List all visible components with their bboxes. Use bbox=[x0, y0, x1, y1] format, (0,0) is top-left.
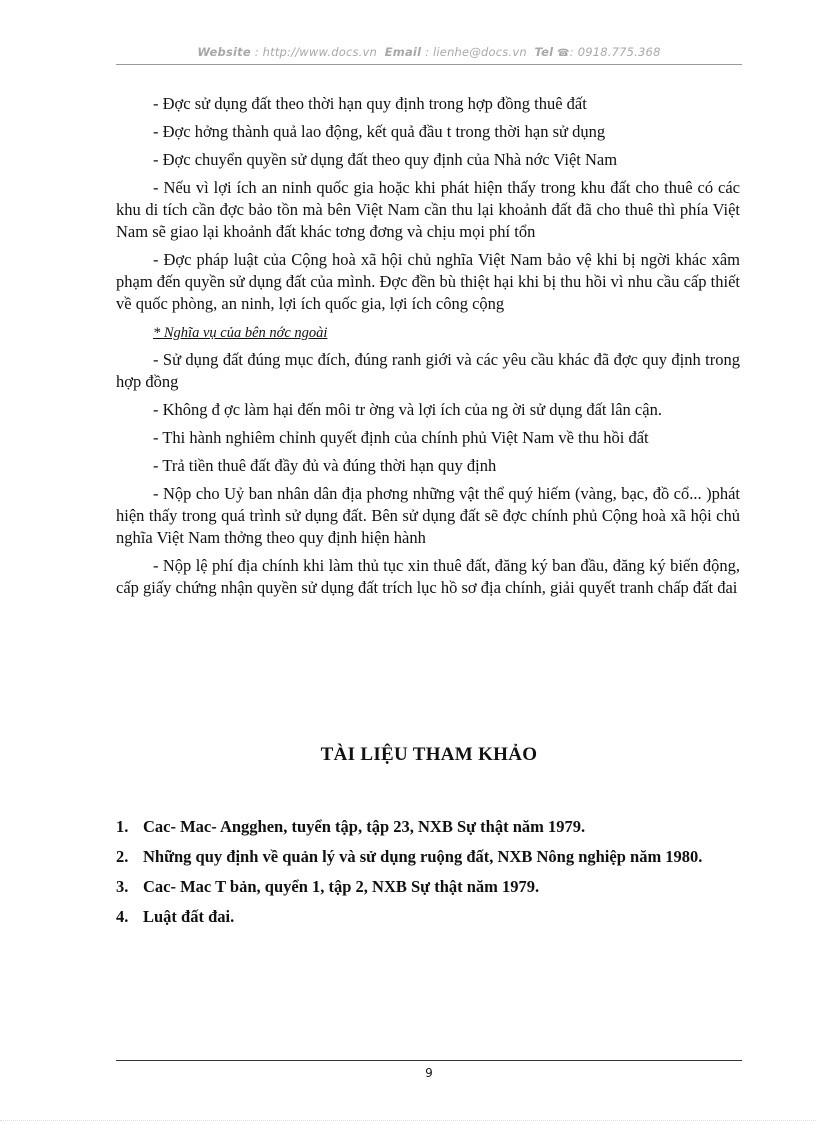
obligation-item: - Nộp cho Uỷ ban nhân dân địa phơng những vật thể quý hiếm (vàng, bạc, đồ cổ... )phát hiện thấy trong quá trình sử dụng đất. Bên sử dụng đất sẽ đợc chính phủ Cộng hoà xã hội chủ nghĩa Việt Nam thởng theo quy định hiện hành bbox=[116, 484, 740, 547]
tel-label: Tel bbox=[534, 45, 554, 59]
reference-text: Luật đất đai. bbox=[143, 907, 235, 926]
footer-divider bbox=[116, 1060, 742, 1061]
email-value: : lienhe@docs.vn bbox=[425, 45, 527, 59]
reference-text: Cac- Mac- Angghen, tuyển tập, tập 23, NXB Sự thật năm 1979. bbox=[143, 817, 586, 836]
reference-number: 2. bbox=[116, 847, 129, 866]
page-header bbox=[116, 45, 742, 59]
paragraph: - Đợc chuyển quyền sử dụng đất theo quy định của Nhà nớc Việt Nam bbox=[153, 150, 618, 169]
website-value: : http://www.docs.vn bbox=[254, 45, 378, 59]
references-title: TÀI LIỆU THAM KHẢO bbox=[320, 744, 538, 765]
obligation-item: - Sử dụng đất đúng mục đích, đúng ranh giới và các yêu cầu khác đã đợc quy định trong hợp đồng bbox=[116, 350, 740, 391]
obligation-item: - Thi hành nghiêm chỉnh quyết định của chính phủ Việt Nam về thu hồi đất bbox=[153, 428, 649, 447]
paragraph: - Nếu vì lợi ích an ninh quốc gia hoặc khi phát hiện thấy trong khu đất cho thuê có các khu di tích cần đợc bảo tồn mà bên Việt Nam cần thu lại khoảnh đất đã cho thuê thì phía Việt Nam sẽ giao lại khoảnh đất khác tơng đơng và chịu mọi phí tổn bbox=[116, 178, 740, 241]
obligation-item: - Nộp lệ phí địa chính khi làm thủ tục xin thuê đất, đăng ký ban đầu, đăng ký biến động, cấp giấy chứng nhận quyền sử dụng đất trích lục hồ sơ địa chính, giải quyết tranh chấp đất đai bbox=[116, 556, 740, 597]
obligations-heading-line bbox=[116, 321, 740, 344]
paragraph: - Đợc sử dụng đất theo thời hạn quy định trong hợp đồng thuê đất bbox=[153, 94, 587, 113]
reference-item bbox=[116, 876, 742, 898]
obligation-item: - Trả tiền thuê đất đầy đủ và đúng thời hạn quy định bbox=[153, 456, 497, 475]
header-divider bbox=[116, 64, 742, 65]
website-label: Website bbox=[197, 45, 251, 59]
reference-text: Những quy định về quản lý và sử dụng ruộng đất, NXB Nông nghiệp năm 1980. bbox=[143, 847, 703, 866]
reference-number: 4. bbox=[116, 907, 129, 926]
phone-icon: ☎ bbox=[557, 48, 570, 59]
reference-item bbox=[116, 816, 742, 838]
paragraph: - Đợc hởng thành quả lao động, kết quả đầu t trong thời hạn sử dụng bbox=[153, 122, 606, 141]
obligations-heading: * Nghĩa vụ của bên nớc ngoài bbox=[153, 325, 328, 341]
email-label: Email bbox=[384, 45, 422, 59]
page-number: 9 bbox=[425, 1066, 433, 1080]
reference-text: Cac- Mac T bản, quyển 1, tập 2, NXB Sự thật năm 1979. bbox=[143, 877, 540, 896]
reference-item bbox=[116, 906, 742, 928]
references-list bbox=[116, 816, 742, 936]
page-bottom-edge bbox=[0, 1120, 816, 1121]
reference-number: 1. bbox=[116, 817, 129, 836]
obligation-item: - Không đ ợc làm hại đến môi tr ờng và lợi ích của ng ời sử dụng đất lân cận. bbox=[153, 400, 662, 419]
reference-item bbox=[116, 846, 742, 868]
document-body bbox=[116, 93, 740, 605]
tel-value: : 0918.775.368 bbox=[569, 45, 661, 59]
paragraph: - Đợc pháp luật của Cộng hoà xã hội chủ nghĩa Việt Nam bảo vệ khi bị ngời khác xâm phạm đến quyền sử dụng đất của mình. Đợc đền bù thiệt hại khi bị thu hồi vì nhu cầu cấp thiết về quốc phòng, an ninh, lợi ích quốc gia, lợi ích công cộng bbox=[116, 250, 740, 313]
reference-number: 3. bbox=[116, 877, 129, 896]
